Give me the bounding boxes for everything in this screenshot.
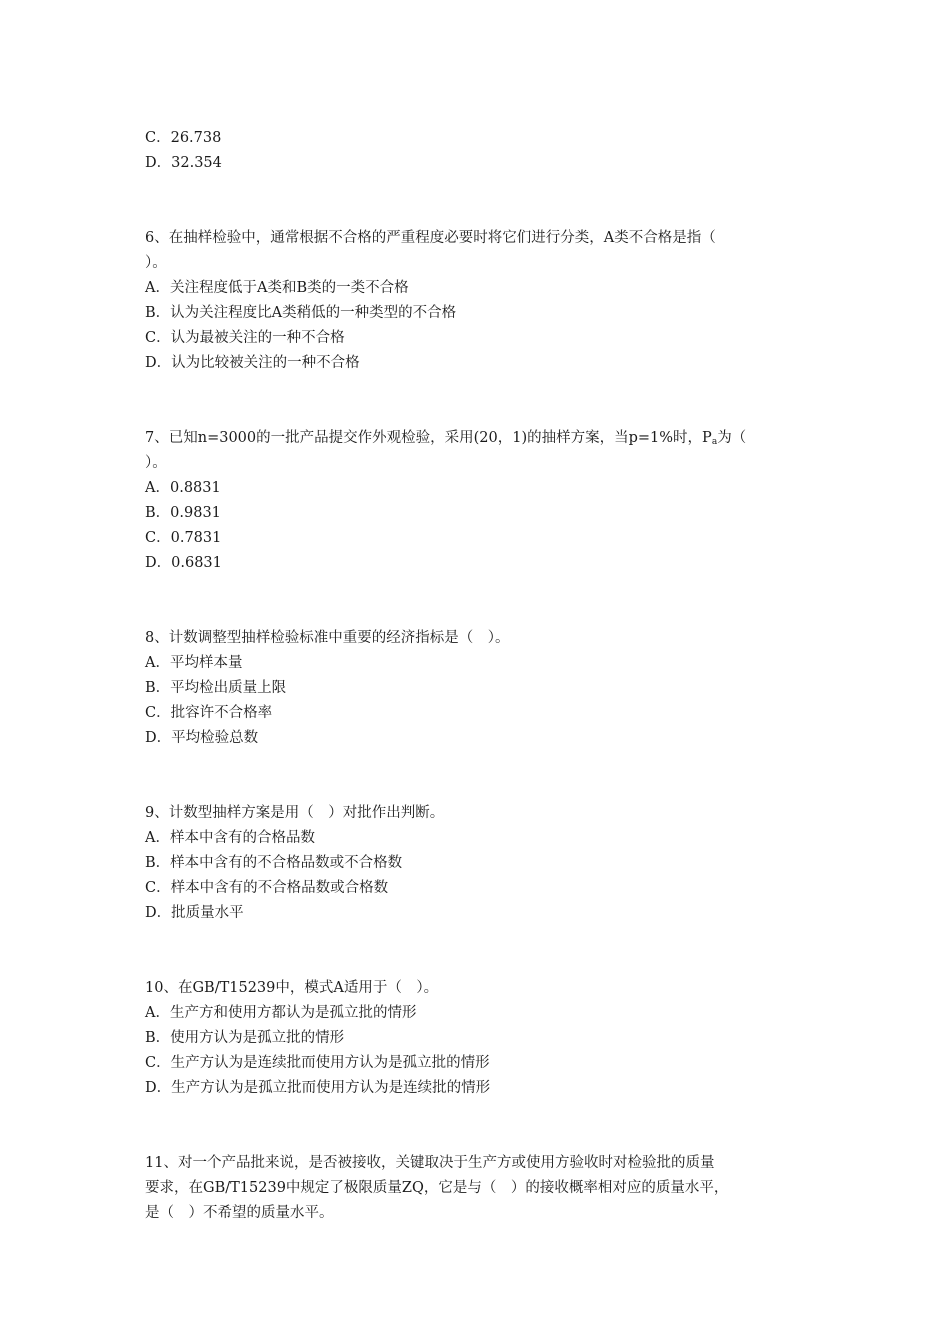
question-number: 11、	[145, 1155, 178, 1171]
option-a	[145, 826, 810, 851]
option-a	[145, 276, 810, 301]
option-b	[145, 676, 810, 701]
question-7	[145, 426, 810, 576]
question-stem-line	[145, 426, 810, 451]
question-number: 6、	[145, 230, 169, 246]
prev-question-options	[145, 126, 810, 176]
spacer	[145, 1101, 810, 1151]
spacer	[145, 576, 810, 626]
option-label: C．	[145, 330, 171, 346]
option-text: 0.6831	[171, 555, 222, 571]
question-number: 7、	[145, 430, 169, 446]
spacer	[145, 926, 810, 976]
option-text: 0.7831	[170, 530, 222, 546]
option-label: C．	[145, 530, 171, 546]
document-content	[145, 126, 810, 1226]
question-text: ）。	[145, 255, 167, 271]
question-stem-line	[145, 251, 810, 276]
question-stem-line	[145, 226, 810, 251]
question-stem-line	[145, 626, 810, 651]
question-number: 10、	[145, 980, 178, 996]
option-a	[145, 1001, 810, 1026]
question-text: 为（	[717, 430, 747, 446]
question-number: 8、	[145, 630, 169, 646]
question-text: 在GB/T15239中，模式A适用于（ ）。	[177, 980, 439, 996]
question-text: 要求，在GB/T15239中规定了极限质量ZQ，它是与（ ）的接收概率相对应的质量水平，	[145, 1180, 729, 1196]
option-label: A．	[145, 1005, 170, 1021]
option-b	[145, 301, 810, 326]
option-text: 样本中含有的不合格品数或不合格数	[170, 855, 403, 871]
option-label: D．	[145, 555, 172, 571]
option-label: B．	[145, 505, 171, 521]
option-label: D．	[145, 905, 172, 921]
option-d	[145, 551, 810, 576]
option-label: B．	[145, 305, 171, 321]
option-text: 平均检出质量上限	[170, 680, 287, 696]
option-text: 认为最被关注的一种不合格	[170, 330, 345, 346]
question-11	[145, 1151, 810, 1226]
option-text: 0.9831	[170, 505, 221, 521]
option-label: C．	[145, 1055, 171, 1071]
question-text: 计数调整型抽样检验标准中重要的经济指标是（ ）。	[168, 630, 510, 646]
question-9	[145, 801, 810, 926]
option-c	[145, 526, 810, 551]
option-label: C．	[145, 705, 171, 721]
option-label: A．	[145, 280, 170, 296]
option-label: B．	[145, 680, 171, 696]
option-b	[145, 851, 810, 876]
question-10	[145, 976, 810, 1101]
question-text: 已知n=3000的一批产品提交作外观检验，采用(20，1)的抽样方案，当p=1%时，P	[168, 430, 712, 446]
option-c	[145, 126, 810, 151]
option-label: D．	[145, 1080, 172, 1096]
question-6	[145, 226, 810, 376]
option-label: A．	[145, 480, 170, 496]
spacer	[145, 376, 810, 426]
option-a	[145, 476, 810, 501]
question-stem-line	[145, 801, 810, 826]
option-label: D．	[145, 155, 172, 171]
option-label: A．	[145, 830, 170, 846]
subscript-a: a	[711, 437, 718, 447]
option-c	[145, 876, 810, 901]
option-b	[145, 501, 810, 526]
option-text: 关注程度低于A类和B类的一类不合格	[169, 280, 409, 296]
option-text: 生产方和使用方都认为是孤立批的情形	[169, 1005, 417, 1021]
option-text: 26.738	[170, 130, 222, 146]
question-stem-line	[145, 451, 810, 476]
option-text: 认为关注程度比A类稍低的一种类型的不合格	[170, 305, 457, 321]
option-c	[145, 326, 810, 351]
option-label: A．	[145, 655, 170, 671]
option-text: 批质量水平	[171, 905, 244, 921]
option-d	[145, 901, 810, 926]
option-text: 平均样本量	[169, 655, 243, 671]
option-text: 生产方认为是连续批而使用方认为是孤立批的情形	[170, 1055, 490, 1071]
question-stem-line	[145, 1151, 810, 1176]
question-stem-line	[145, 976, 810, 1001]
option-d	[145, 1076, 810, 1101]
option-d	[145, 351, 810, 376]
option-label: C．	[145, 130, 171, 146]
option-label: D．	[145, 355, 172, 371]
option-text: 平均检验总数	[171, 730, 259, 746]
question-text: 对一个产品批来说，是否被接收，关键取决于生产方或使用方验收时对检验批的质量	[177, 1155, 715, 1171]
option-a	[145, 651, 810, 676]
question-text: 在抽样检验中，通常根据不合格的严重程度必要时将它们进行分类，A类不合格是指（	[168, 230, 716, 246]
option-label: C．	[145, 880, 171, 896]
spacer	[145, 751, 810, 801]
option-label: D．	[145, 730, 172, 746]
option-text: 使用方认为是孤立批的情形	[170, 1030, 345, 1046]
spacer	[145, 176, 810, 226]
question-number: 9、	[145, 805, 169, 821]
question-text: 计数型抽样方案是用（ ）对批作出判断。	[168, 805, 445, 821]
question-text: ）。	[145, 455, 167, 471]
option-c	[145, 1051, 810, 1076]
option-label: B．	[145, 1030, 171, 1046]
option-label: B．	[145, 855, 171, 871]
option-c	[145, 701, 810, 726]
option-d	[145, 726, 810, 751]
option-text: 生产方认为是孤立批而使用方认为是连续批的情形	[171, 1080, 491, 1096]
question-stem-line	[145, 1176, 810, 1201]
option-text: 批容许不合格率	[170, 705, 273, 721]
option-b	[145, 1026, 810, 1051]
option-text: 32.354	[171, 155, 222, 171]
option-text: 认为比较被关注的一种不合格	[171, 355, 360, 371]
question-8	[145, 626, 810, 751]
option-d	[145, 151, 810, 176]
question-text: 是（ ）不希望的质量水平。	[145, 1205, 334, 1221]
option-text: 0.8831	[169, 480, 221, 496]
question-stem-line	[145, 1201, 810, 1226]
option-text: 样本中含有的不合格品数或合格数	[170, 880, 389, 896]
option-text: 样本中含有的合格品数	[169, 830, 315, 846]
